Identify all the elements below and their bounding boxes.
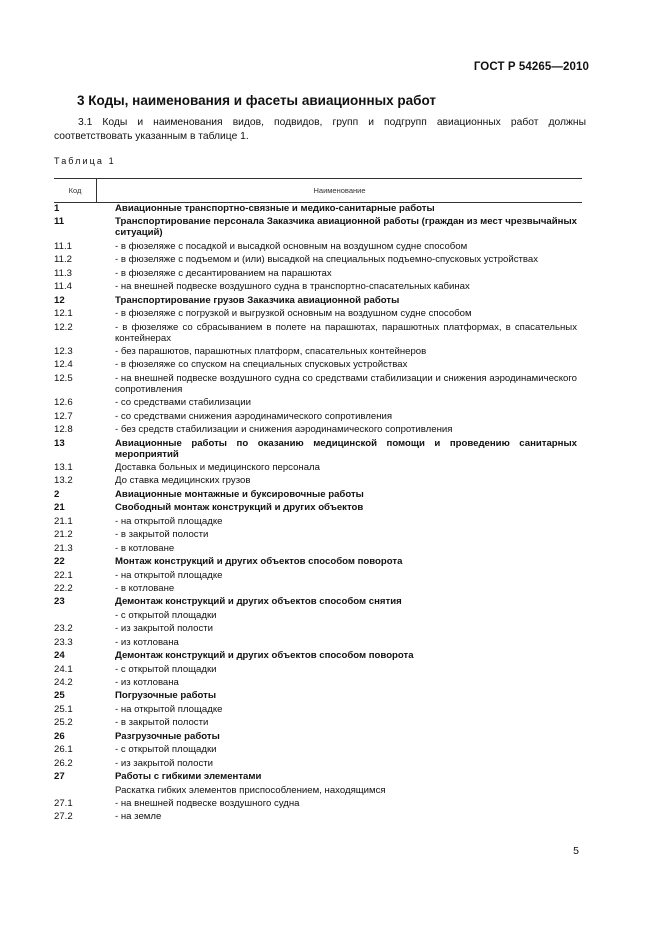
- table-row: [54, 744, 584, 755]
- row-name: Авиационные работы по оказанию медицинской помощи и проведению санитарных мероприятий: [115, 437, 577, 460]
- table-row: [54, 322, 584, 344]
- table-row: [54, 203, 584, 214]
- table-row: [54, 516, 584, 527]
- row-name: - на открытой площадке: [115, 515, 223, 527]
- page-number: 5: [573, 845, 579, 857]
- table-row: [54, 798, 584, 809]
- table-row: [54, 241, 584, 252]
- row-code: 24: [54, 650, 65, 662]
- row-name: - в котловане: [115, 542, 175, 554]
- row-code: [54, 785, 115, 796]
- row-code: 24.1: [54, 663, 73, 675]
- table-row: [54, 677, 584, 688]
- row-name: - в фюзеляже со спуском на специальных спусковых устройствах: [115, 359, 408, 371]
- row-name: Свободный монтаж конструкций и других объектов: [115, 502, 364, 514]
- row-name: Доставка больных и медицинского персонала: [115, 462, 320, 473]
- row-code: 25.1: [54, 703, 73, 715]
- table-row: [54, 583, 584, 594]
- table-row: [54, 543, 584, 554]
- table-row: [54, 690, 584, 701]
- table-row: [54, 758, 584, 769]
- row-code: [54, 610, 115, 621]
- table-row: [54, 281, 584, 292]
- table-row: [54, 731, 584, 742]
- row-code: 27.1: [54, 797, 73, 809]
- table-row: [54, 438, 584, 460]
- section-title: 3 Коды, наименования и фасеты авиационных работ: [77, 93, 437, 108]
- table-row: [54, 308, 584, 319]
- row-name: - на внешней подвеске воздушного судна в транспортно-спасательных кабинах: [115, 281, 470, 293]
- table-row: [54, 346, 584, 357]
- table-row: [54, 475, 584, 486]
- row-name: Работы с гибкими элементами: [115, 771, 262, 783]
- row-code: 11.4: [54, 281, 72, 293]
- table-row: [54, 529, 584, 540]
- table-row: [54, 717, 584, 728]
- document-code: ГОСТ Р 54265—2010: [473, 61, 589, 73]
- row-name: - с открытой площадки: [115, 609, 217, 621]
- table-caption: Таблица 1: [54, 156, 116, 166]
- row-code: 22: [54, 556, 65, 568]
- row-code: 26: [54, 730, 65, 742]
- row-name: - со средствами стабилизации: [115, 397, 251, 409]
- row-code: 22.2: [54, 582, 73, 594]
- row-name: - из котлована: [115, 677, 179, 688]
- table-row: [54, 462, 584, 473]
- row-code: 27: [54, 771, 65, 783]
- row-name: - в котловане: [115, 582, 175, 594]
- table-row: [54, 704, 584, 715]
- row-name: - в фюзеляже с десантированием на парашютах: [115, 267, 332, 279]
- row-code: 25: [54, 690, 65, 702]
- table-row: [54, 373, 584, 395]
- table-row: [54, 637, 584, 648]
- table-row: [54, 785, 584, 796]
- table-row: [54, 295, 584, 306]
- row-name: - со средствами снижения аэродинамического сопротивления: [115, 410, 393, 422]
- row-name: Авиационные монтажные и буксировочные работы: [115, 488, 364, 500]
- row-code: 11: [54, 216, 65, 228]
- row-name: - в фюзеляже с погрузкой и выгрузкой основным на воздушном судне способом: [115, 308, 472, 320]
- table-row: [54, 623, 584, 634]
- row-name: - в закрытой полости: [115, 717, 209, 729]
- row-code: 13: [54, 437, 65, 449]
- row-name: Разгрузочные работы: [115, 730, 220, 742]
- row-code: 11.2: [54, 254, 72, 266]
- row-name: - из закрытой полости: [115, 757, 214, 769]
- row-name: Раскатка гибких элементов приспособлением, находящимся: [115, 784, 386, 796]
- row-name: Погрузочные работы: [115, 690, 217, 702]
- row-name: - на открытой площадке: [115, 703, 223, 715]
- row-code: 23.3: [54, 636, 73, 648]
- table-row: [54, 397, 584, 408]
- table-row: [54, 359, 584, 370]
- row-name: - на земле: [115, 811, 162, 823]
- row-name: - на открытой площадке: [115, 569, 223, 581]
- row-name: Транспортирование персонала Заказчика авиационной работы (граждан из мест чрезвычайных ситуаций): [115, 216, 577, 239]
- row-code: 27.2: [54, 811, 73, 823]
- table-header: [54, 178, 582, 203]
- column-header-code: Код: [68, 186, 82, 195]
- row-code: 1: [54, 203, 60, 214]
- row-name: - из закрытой полости: [115, 623, 214, 635]
- row-name: Авиационные транспортно-связные и медико-санитарные работы: [115, 203, 435, 214]
- table-row: [54, 254, 584, 265]
- row-name: - в фюзеляже с посадкой и высадкой основным на воздушном судне способом: [115, 240, 468, 252]
- row-name: - из котлована: [115, 636, 179, 648]
- row-code: 12.2: [54, 321, 73, 333]
- row-code: 11.3: [54, 267, 72, 279]
- row-code: 25.2: [54, 717, 73, 729]
- row-code: 12.1: [54, 308, 73, 320]
- row-code: 21.2: [54, 529, 73, 541]
- table-row: [54, 771, 584, 782]
- row-name: - без средств стабилизации и снижения аэродинамического сопротивления: [115, 424, 453, 436]
- row-code: 24.2: [54, 677, 73, 688]
- row-name: - на внешней подвеске воздушного судна со средствами стабилизации и снижения аэродинамического сопротивления: [115, 372, 577, 395]
- row-name: - в закрытой полости: [115, 529, 209, 541]
- row-name: - с открытой площадки: [115, 663, 217, 675]
- row-code: 12: [54, 294, 65, 306]
- row-name: Демонтаж конструкций и других объектов способом поворота: [115, 650, 414, 662]
- table-row: [54, 411, 584, 422]
- row-code: 23: [54, 596, 65, 608]
- row-code: 13.2: [54, 475, 73, 487]
- row-name: Демонтаж конструкций и других объектов способом снятия: [115, 596, 402, 608]
- row-code: 21: [54, 502, 65, 514]
- row-code: 12.8: [54, 424, 73, 436]
- table-row: [54, 664, 584, 675]
- row-code: 12.7: [54, 410, 73, 422]
- row-name: - в фюзеляже со сбрасыванием в полете на парашютах, парашютных платформах, в спасательных контейнерах: [115, 321, 577, 344]
- row-name: - на внешней подвеске воздушного судна: [115, 797, 300, 809]
- table-body: [54, 203, 584, 825]
- table-row: [54, 216, 584, 238]
- table-row: [54, 556, 584, 567]
- table-row: [54, 650, 584, 661]
- row-name: Монтаж конструкций и других объектов способом поворота: [115, 556, 403, 568]
- row-name: - с открытой площадки: [115, 744, 217, 756]
- row-code: 12.4: [54, 359, 73, 371]
- row-code: 12.6: [54, 397, 73, 409]
- column-header-name: Наименование: [313, 186, 366, 195]
- section-intro-paragraph: 3.1 Коды и наименования видов, подвидов, групп и подгрупп авиационных работ должны соответствовать указанным в таблице 1.: [54, 117, 586, 142]
- row-code: 11.1: [54, 240, 72, 252]
- table-row: [54, 610, 584, 621]
- row-code: 2: [54, 488, 60, 500]
- row-code: 12.5: [54, 372, 73, 384]
- row-code: 21.1: [54, 515, 73, 527]
- table-row: [54, 596, 584, 607]
- row-code: 26.2: [54, 757, 73, 769]
- row-code: 21.3: [54, 542, 73, 554]
- table-row: [54, 489, 584, 500]
- row-name: Транспортирование грузов Заказчика авиационной работы: [115, 294, 400, 306]
- row-code: 26.1: [54, 744, 73, 756]
- row-code: 12.3: [54, 345, 73, 357]
- row-code: 22.1: [54, 569, 73, 581]
- table-row: [54, 570, 584, 581]
- table-row: [54, 811, 584, 822]
- row-name: - в фюзеляже с подъемом и (или) высадкой на специальных подъемно-спусковых устройствах: [115, 254, 539, 266]
- table-row: [54, 268, 584, 279]
- row-code: 23.2: [54, 623, 73, 635]
- row-code: 13.1: [54, 462, 73, 473]
- row-name: До ставка медицинских грузов: [115, 475, 251, 487]
- table-row: [54, 502, 584, 513]
- table-row: [54, 424, 584, 435]
- row-name: - без парашютов, парашютных платформ, спасательных контейнеров: [115, 345, 427, 357]
